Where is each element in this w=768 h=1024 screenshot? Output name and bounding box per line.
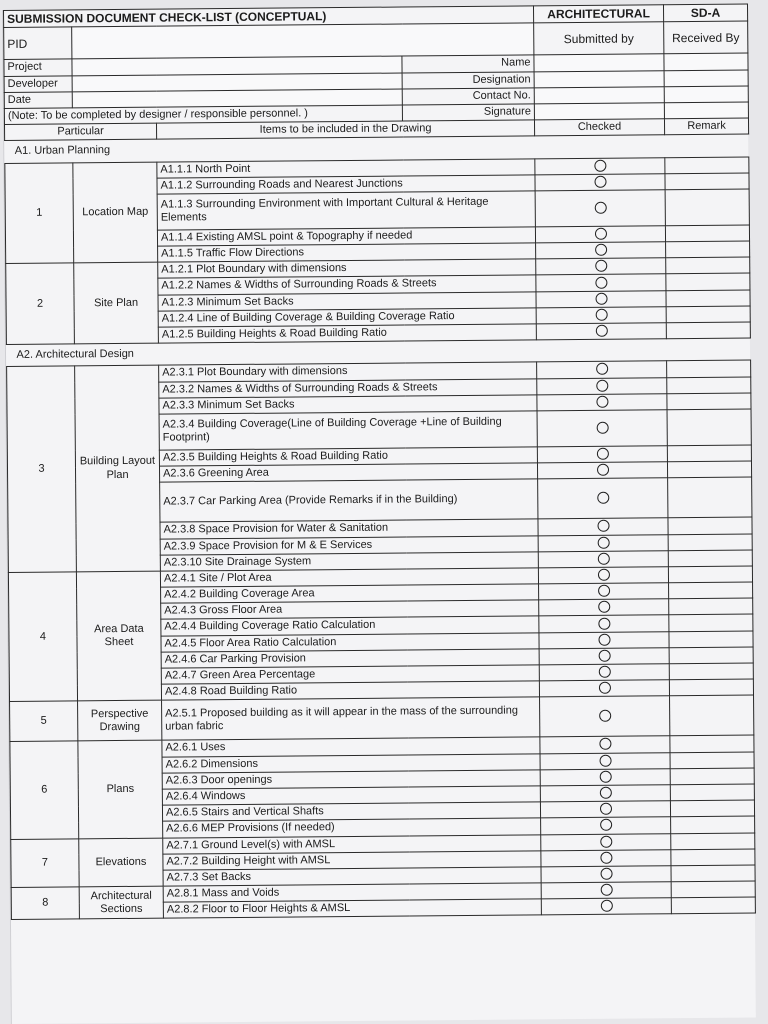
section-title: A2. Architectural Design bbox=[6, 338, 750, 367]
checklist-item: A2.4.8 Road Building Ratio bbox=[161, 681, 539, 700]
group-number: 5 bbox=[10, 701, 78, 742]
checked-cell bbox=[539, 664, 669, 681]
checklist-item: A2.3.8 Space Provision for Water & Sanitation bbox=[160, 519, 538, 538]
submitter-signature-field[interactable] bbox=[534, 103, 664, 120]
group-number: 8 bbox=[11, 887, 79, 920]
checked-cell bbox=[536, 274, 666, 291]
checked-cell bbox=[539, 583, 669, 600]
check-circle[interactable] bbox=[598, 650, 610, 662]
checklist-item: A2.4.5 Floor Area Ratio Calculation bbox=[161, 632, 539, 651]
checked-cell bbox=[540, 801, 670, 818]
check-circle[interactable] bbox=[597, 569, 609, 581]
check-circle[interactable] bbox=[595, 325, 607, 337]
group-particular: Perspective Drawing bbox=[78, 701, 162, 742]
check-circle[interactable] bbox=[595, 276, 607, 288]
check-circle[interactable] bbox=[596, 379, 608, 391]
project-label: Project bbox=[4, 59, 72, 76]
remark-cell[interactable] bbox=[671, 865, 755, 882]
remark-cell[interactable] bbox=[669, 631, 753, 648]
checklist-item: A1.1.2 Surrounding Roads and Nearest Junctions bbox=[157, 175, 535, 194]
group-number: 2 bbox=[6, 263, 75, 345]
remark-cell[interactable] bbox=[671, 816, 755, 833]
checked-cell bbox=[537, 410, 667, 447]
checked-cell bbox=[539, 680, 669, 697]
remark-cell[interactable] bbox=[669, 647, 753, 664]
checked-cell bbox=[538, 567, 668, 584]
group-particular: Plans bbox=[78, 741, 163, 839]
checklist-item: A2.4.3 Gross Floor Area bbox=[161, 600, 539, 619]
remark-cell[interactable] bbox=[668, 566, 752, 583]
checked-cell bbox=[536, 290, 666, 307]
remark-cell[interactable] bbox=[669, 598, 753, 615]
checklist-item: A2.6.1 Uses bbox=[162, 737, 540, 756]
col-items: Items to be included in the Drawing bbox=[156, 120, 534, 139]
note-text: (Note: To be completed by designer / responsible personnel. ) bbox=[4, 105, 402, 125]
submitter-name-field[interactable] bbox=[534, 54, 664, 71]
remark-cell[interactable] bbox=[665, 225, 749, 242]
check-circle[interactable] bbox=[597, 492, 609, 504]
checklist-item: A2.3.3 Minimum Set Backs bbox=[159, 395, 537, 414]
checklist-item: A2.6.3 Door openings bbox=[162, 770, 540, 789]
remark-cell[interactable] bbox=[670, 752, 754, 769]
checked-cell bbox=[538, 518, 668, 535]
check-circle[interactable] bbox=[599, 738, 611, 750]
group-number: 3 bbox=[7, 366, 77, 572]
checklist-item: A2.3.6 Greening Area bbox=[159, 463, 537, 482]
checked-cell bbox=[537, 377, 667, 394]
check-circle[interactable] bbox=[598, 585, 610, 597]
checked-cell bbox=[539, 615, 669, 632]
checked-cell bbox=[538, 534, 668, 551]
check-circle[interactable] bbox=[599, 710, 611, 722]
col-checked: Checked bbox=[534, 119, 664, 136]
remark-cell[interactable] bbox=[665, 157, 749, 174]
receiver-signature-field[interactable] bbox=[664, 102, 748, 119]
remark-cell[interactable] bbox=[666, 290, 750, 307]
checklist-item: A2.4.6 Car Parking Provision bbox=[161, 649, 539, 668]
remark-cell[interactable] bbox=[670, 695, 754, 736]
checklist-item: A2.3.7 Car Parking Area (Provide Remarks if in the Building) bbox=[160, 479, 538, 522]
checklist-item: A2.5.1 Proposed building as it will appear in the mass of the surrounding urban fabric bbox=[162, 697, 540, 740]
checklist-page bbox=[2, 3, 756, 1023]
checklist-item: A1.2.5 Building Heights & Road Building Ratio bbox=[158, 324, 536, 343]
signature-label: Signature bbox=[402, 104, 534, 121]
checked-cell bbox=[536, 323, 666, 340]
remark-cell[interactable] bbox=[671, 849, 755, 866]
remark-cell[interactable] bbox=[670, 735, 754, 752]
date-label: Date bbox=[4, 92, 72, 109]
checklist-item: A2.3.5 Building Heights & Road Building Ratio bbox=[159, 447, 537, 466]
checked-cell bbox=[538, 550, 668, 567]
group-particular: Architectural Sections bbox=[79, 886, 163, 919]
remark-cell[interactable] bbox=[671, 881, 755, 898]
department-label: ARCHITECTURAL bbox=[533, 5, 663, 24]
check-circle[interactable] bbox=[599, 771, 611, 783]
checklist-item: A2.3.4 Building Coverage(Line of Building Coverage +Line of Building Footprint) bbox=[159, 411, 537, 450]
checked-cell bbox=[535, 173, 665, 190]
remark-cell[interactable] bbox=[667, 377, 751, 394]
checked-cell bbox=[537, 462, 667, 479]
check-circle[interactable] bbox=[598, 617, 610, 629]
col-remark: Remark bbox=[664, 118, 748, 135]
form-code: SD-A bbox=[663, 4, 747, 22]
checked-cell bbox=[536, 258, 666, 275]
checked-cell bbox=[540, 696, 670, 737]
remark-cell[interactable] bbox=[666, 322, 750, 339]
checked-cell bbox=[535, 157, 665, 174]
check-circle[interactable] bbox=[596, 396, 608, 408]
remark-cell[interactable] bbox=[669, 582, 753, 599]
check-circle[interactable] bbox=[594, 228, 606, 240]
check-circle[interactable] bbox=[599, 787, 611, 799]
checked-cell bbox=[541, 833, 671, 850]
checklist-item: A1.2.3 Minimum Set Backs bbox=[158, 291, 536, 310]
checklist-item: A2.6.2 Dimensions bbox=[162, 753, 540, 772]
check-circle[interactable] bbox=[597, 464, 609, 476]
remark-cell[interactable] bbox=[666, 273, 750, 290]
check-circle[interactable] bbox=[597, 536, 609, 548]
checked-cell bbox=[535, 226, 665, 243]
received-by-label: Received By bbox=[664, 21, 748, 54]
name-label: Name bbox=[402, 55, 534, 72]
check-circle[interactable] bbox=[596, 363, 608, 375]
checklist-item: A2.3.2 Names & Widths of Surrounding Roads & Streets bbox=[159, 378, 537, 397]
checked-cell bbox=[541, 849, 671, 866]
check-circle[interactable] bbox=[600, 884, 612, 896]
check-circle[interactable] bbox=[600, 835, 612, 847]
remark-cell[interactable] bbox=[667, 461, 751, 478]
group-particular: Area Data Sheet bbox=[76, 571, 161, 701]
remark-cell[interactable] bbox=[669, 679, 753, 696]
checklist-item: A2.4.4 Building Coverage Ratio Calculation bbox=[161, 616, 539, 635]
check-circle[interactable] bbox=[595, 260, 607, 272]
remark-cell[interactable] bbox=[670, 768, 754, 785]
submitted-by-label: Submitted by bbox=[534, 22, 664, 55]
remark-cell[interactable] bbox=[667, 409, 751, 446]
group-particular: Site Plan bbox=[74, 262, 159, 344]
checklist-item: A2.7.2 Building Height with AMSL bbox=[163, 851, 541, 870]
checklist-table bbox=[3, 3, 756, 920]
checklist-item: A2.4.7 Green Area Percentage bbox=[161, 665, 539, 684]
pid-field[interactable] bbox=[72, 23, 534, 59]
checked-cell bbox=[539, 599, 669, 616]
pid-label: PID bbox=[4, 27, 72, 60]
checklist-item: A2.7.1 Ground Level(s) with AMSL bbox=[163, 834, 541, 853]
checklist-item: A2.3.1 Plot Boundary with dimensions bbox=[159, 362, 537, 381]
remark-cell[interactable] bbox=[665, 189, 749, 226]
receiver-contact-field[interactable] bbox=[664, 86, 748, 103]
remark-cell[interactable] bbox=[668, 550, 752, 567]
group-particular: Building Layout Plan bbox=[75, 366, 161, 572]
check-circle[interactable] bbox=[595, 309, 607, 321]
remark-cell[interactable] bbox=[668, 477, 752, 518]
checked-cell bbox=[541, 898, 671, 915]
checklist-item: A2.8.2 Floor to Floor Heights & AMSL bbox=[163, 899, 541, 918]
checklist-item: A1.1.4 Existing AMSL point & Topography if needed bbox=[157, 227, 535, 246]
remark-cell[interactable] bbox=[665, 173, 749, 190]
group-number: 4 bbox=[8, 572, 77, 702]
check-circle[interactable] bbox=[600, 852, 612, 864]
remark-cell[interactable] bbox=[667, 393, 751, 410]
form-title: SUBMISSION DOCUMENT CHECK-LIST (CONCEPTUAL) bbox=[4, 6, 534, 28]
remark-cell[interactable] bbox=[666, 241, 750, 258]
checked-cell bbox=[536, 242, 666, 259]
check-circle[interactable] bbox=[598, 601, 610, 613]
developer-label: Developer bbox=[4, 75, 72, 92]
checklist-item: A2.7.3 Set Backs bbox=[163, 867, 541, 886]
submitter-designation-field[interactable] bbox=[534, 70, 664, 87]
designation-label: Designation bbox=[402, 71, 534, 88]
checked-cell bbox=[535, 190, 665, 227]
receiver-name-field[interactable] bbox=[664, 53, 748, 70]
check-circle[interactable] bbox=[596, 422, 608, 434]
remark-cell[interactable] bbox=[666, 257, 750, 274]
checklist-item: A2.6.4 Windows bbox=[162, 786, 540, 805]
remark-cell[interactable] bbox=[669, 663, 753, 680]
checked-cell bbox=[541, 882, 671, 899]
receiver-designation-field[interactable] bbox=[664, 70, 748, 87]
checklist-row bbox=[10, 695, 754, 741]
check-circle[interactable] bbox=[597, 553, 609, 565]
checklist-item: A1.1.3 Surrounding Environment with Important Cultural & Heritage Elements bbox=[157, 191, 535, 230]
checked-cell bbox=[540, 785, 670, 802]
group-particular: Elevations bbox=[79, 838, 163, 887]
check-circle[interactable] bbox=[599, 754, 611, 766]
remark-cell[interactable] bbox=[668, 517, 752, 534]
check-circle[interactable] bbox=[599, 803, 611, 815]
check-circle[interactable] bbox=[596, 448, 608, 460]
check-circle[interactable] bbox=[600, 819, 612, 831]
checklist-item: A2.6.6 MEP Provisions (If needed) bbox=[163, 818, 541, 837]
checked-cell bbox=[537, 393, 667, 410]
group-number: 1 bbox=[5, 162, 74, 263]
checklist-item: A2.8.1 Mass and Voids bbox=[163, 883, 541, 902]
remark-cell[interactable] bbox=[668, 533, 752, 550]
checked-cell bbox=[540, 768, 670, 785]
remark-cell[interactable] bbox=[667, 445, 751, 462]
remark-cell[interactable] bbox=[670, 800, 754, 817]
check-circle[interactable] bbox=[598, 666, 610, 678]
checked-cell bbox=[537, 361, 667, 378]
checklist-item: A1.2.2 Names & Widths of Surrounding Roads & Streets bbox=[158, 275, 536, 294]
remark-cell[interactable] bbox=[669, 614, 753, 631]
check-circle[interactable] bbox=[597, 520, 609, 532]
group-particular: Location Map bbox=[73, 162, 158, 263]
checklist-item: A2.3.10 Site Drainage System bbox=[160, 552, 538, 571]
checklist-item: A2.4.1 Site / Plot Area bbox=[160, 568, 538, 587]
check-circle[interactable] bbox=[598, 682, 610, 694]
check-circle[interactable] bbox=[594, 176, 606, 188]
check-circle[interactable] bbox=[600, 868, 612, 880]
checked-cell bbox=[540, 736, 670, 753]
checklist-item: A2.4.2 Building Coverage Area bbox=[161, 584, 539, 603]
checked-cell bbox=[541, 866, 671, 883]
group-number: 6 bbox=[10, 741, 79, 839]
check-circle[interactable] bbox=[594, 159, 606, 171]
checklist-item: A1.1.5 Traffic Flow Directions bbox=[158, 243, 536, 262]
contact-label: Contact No. bbox=[402, 88, 534, 105]
checklist-item: A2.3.9 Space Provision for M & E Services bbox=[160, 535, 538, 554]
checked-cell bbox=[539, 648, 669, 665]
checked-cell bbox=[540, 752, 670, 769]
check-circle[interactable] bbox=[598, 633, 610, 645]
checklist-item: A1.1.1 North Point bbox=[157, 158, 535, 177]
checklist-item: A2.6.5 Stairs and Vertical Shafts bbox=[162, 802, 540, 821]
section-title: A1. Urban Planning bbox=[5, 134, 749, 163]
remark-cell[interactable] bbox=[671, 897, 755, 914]
checklist-item: A1.2.4 Line of Building Coverage & Building Coverage Ratio bbox=[158, 308, 536, 327]
remark-cell[interactable] bbox=[671, 832, 755, 849]
checklist-item: A1.2.1 Plot Boundary with dimensions bbox=[158, 259, 536, 278]
check-circle[interactable] bbox=[594, 202, 606, 214]
check-circle[interactable] bbox=[595, 244, 607, 256]
group-number: 7 bbox=[11, 838, 79, 887]
remark-cell[interactable] bbox=[666, 306, 750, 323]
remark-cell[interactable] bbox=[667, 360, 751, 377]
check-circle[interactable] bbox=[595, 292, 607, 304]
checked-cell bbox=[538, 478, 668, 519]
submitter-contact-field[interactable] bbox=[534, 86, 664, 103]
checked-cell bbox=[539, 631, 669, 648]
checked-cell bbox=[541, 817, 671, 834]
remark-cell[interactable] bbox=[670, 784, 754, 801]
checked-cell bbox=[537, 446, 667, 463]
col-particular: Particular bbox=[5, 123, 157, 141]
check-circle[interactable] bbox=[600, 900, 612, 912]
checked-cell bbox=[536, 307, 666, 324]
